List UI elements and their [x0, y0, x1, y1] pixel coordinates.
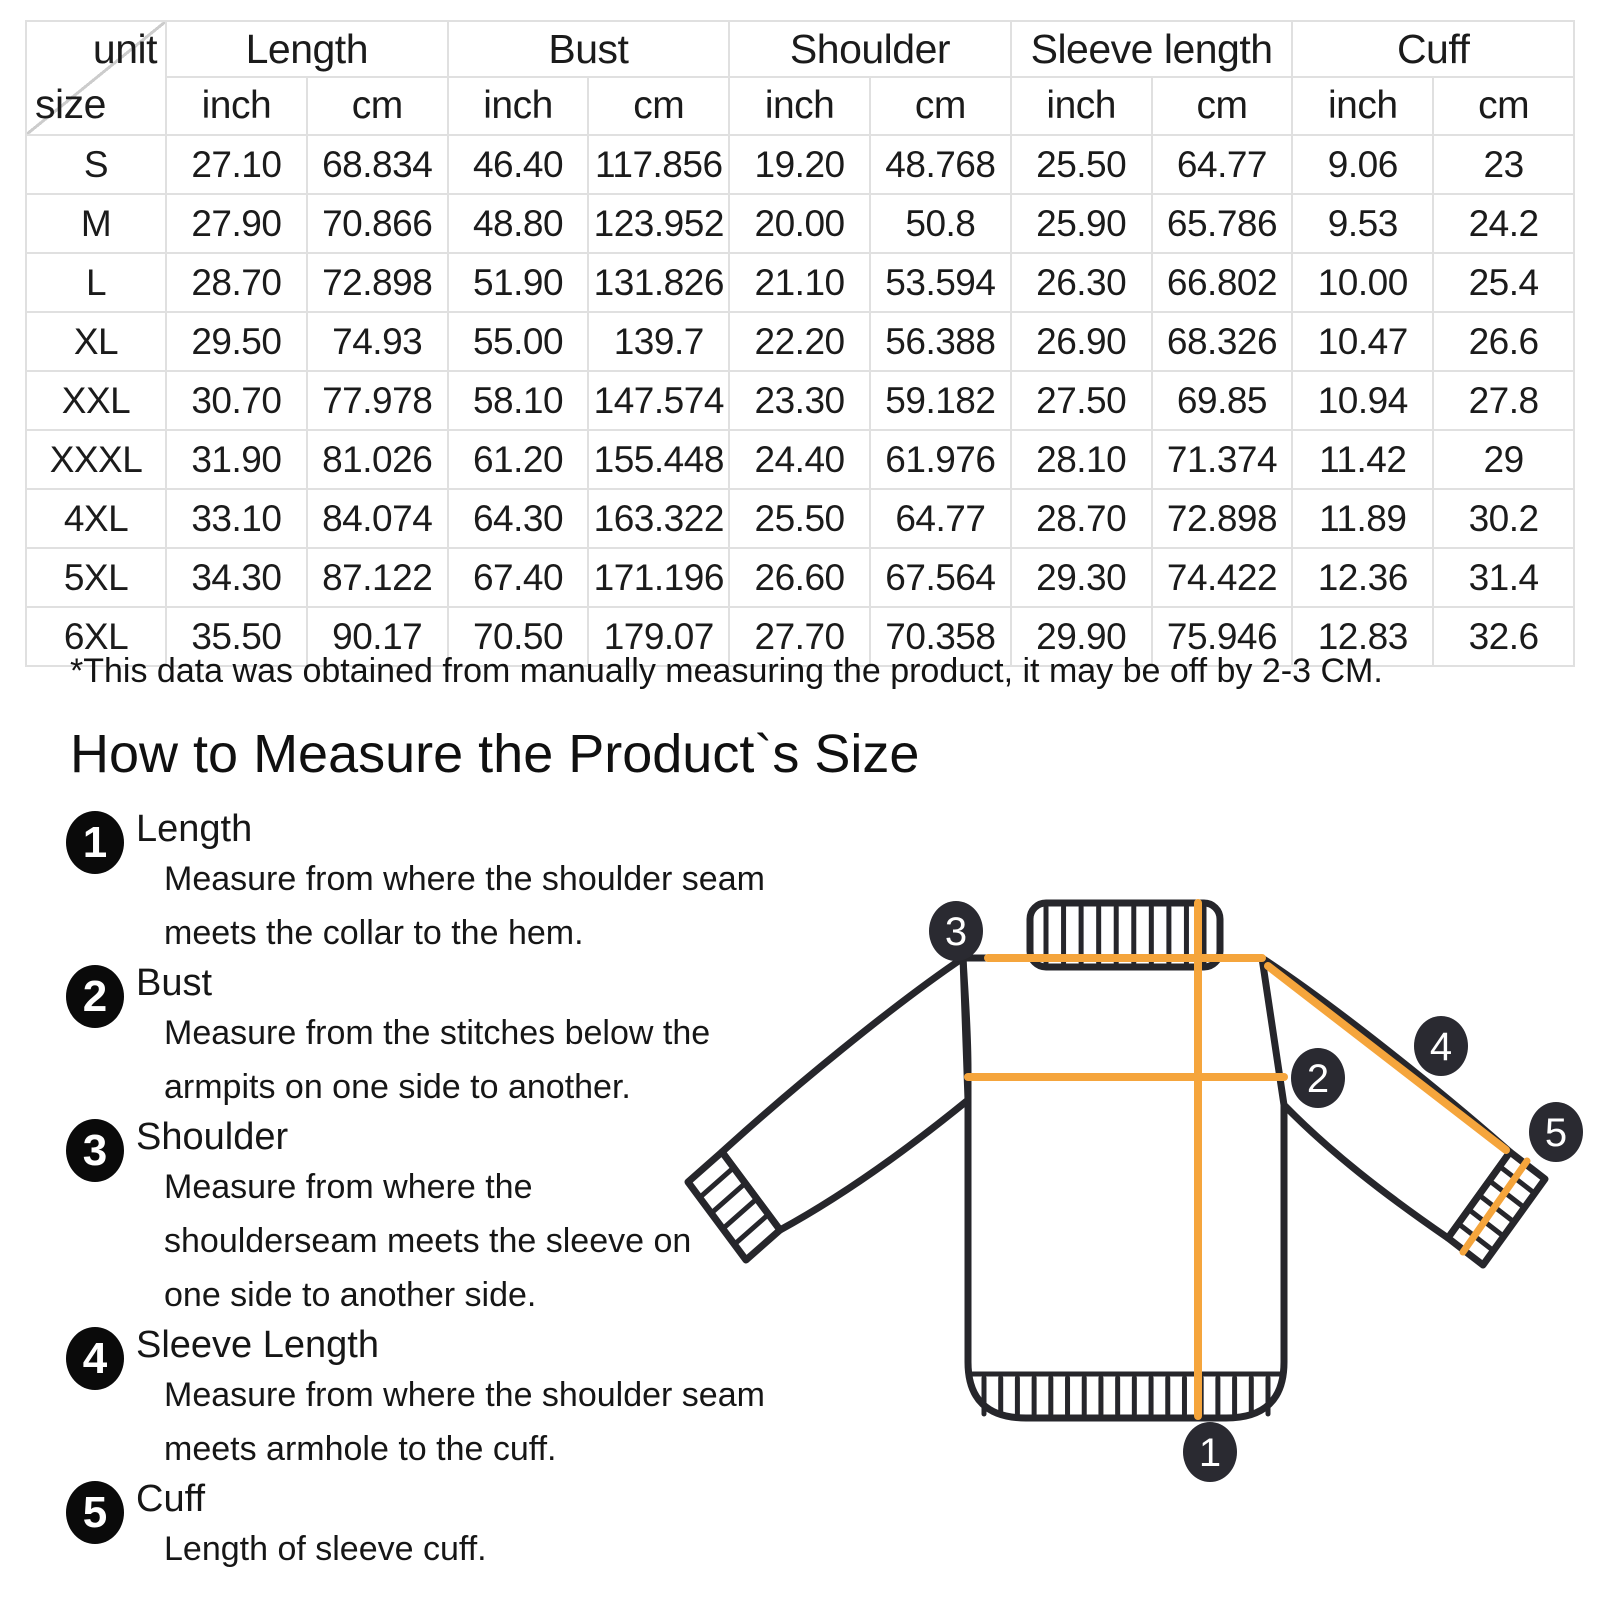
measurement-cell: 71.374 — [1152, 430, 1293, 489]
measurement-cell: 28.10 — [1011, 430, 1152, 489]
instruction-line: Length of sleeve cuff. — [164, 1530, 487, 1568]
measurement-cell: 30.2 — [1433, 489, 1574, 548]
size-label-cell: 4XL — [26, 489, 166, 548]
measurement-cell: 72.898 — [307, 253, 448, 312]
size-label-cell: L — [26, 253, 166, 312]
measurement-cell: 25.50 — [1011, 135, 1152, 194]
instruction-title: Shoulder — [136, 1116, 289, 1158]
measurement-cell: 46.40 — [448, 135, 589, 194]
measurement-cell: 29.90 — [1011, 607, 1152, 666]
measurement-cell: 10.94 — [1292, 371, 1433, 430]
size-label-cell: XXL — [26, 371, 166, 430]
measurement-cell: 26.60 — [729, 548, 870, 607]
measurement-cell: 67.40 — [448, 548, 589, 607]
measurement-cell: 27.10 — [166, 135, 307, 194]
disclaimer-text: *This data was obtained from manually measuring the product, it may be off by 2-3 CM. — [70, 652, 1383, 690]
measurement-cell: 27.50 — [1011, 371, 1152, 430]
measurement-cell: 21.10 — [729, 253, 870, 312]
unit-subheader: inch — [729, 77, 870, 135]
size-label-cell: 6XL — [26, 607, 166, 666]
column-group-header: Cuff — [1292, 21, 1574, 77]
table-row — [26, 312, 1574, 371]
table-header-row-groups — [26, 21, 1574, 77]
column-group-header: Shoulder — [729, 21, 1011, 77]
table-row — [26, 253, 1574, 312]
measurement-cell: 51.90 — [448, 253, 589, 312]
instruction-line: shoulderseam meets the sleeve on — [164, 1222, 692, 1260]
instruction-lines — [136, 852, 765, 960]
measurement-cell: 77.978 — [307, 371, 448, 430]
measurement-cell: 70.50 — [448, 607, 589, 666]
measurement-cell: 23 — [1433, 135, 1574, 194]
table-row — [26, 194, 1574, 253]
measurement-cell: 123.952 — [588, 194, 729, 253]
instruction-number-badge: 1 — [66, 811, 124, 874]
measurement-cell: 23.30 — [729, 371, 870, 430]
measurement-cell: 22.20 — [729, 312, 870, 371]
table-row — [26, 489, 1574, 548]
instruction-line: meets the collar to the hem. — [164, 914, 584, 952]
corner-size-label: size — [35, 81, 106, 127]
unit-subheader: cm — [588, 77, 729, 135]
instruction-line: one side to another side. — [164, 1276, 537, 1314]
measurement-cell: 75.946 — [1152, 607, 1293, 666]
measurement-cell: 35.50 — [166, 607, 307, 666]
measurement-cell: 27.90 — [166, 194, 307, 253]
measurement-cell: 11.89 — [1292, 489, 1433, 548]
instruction-number-badge: 4 — [66, 1327, 124, 1390]
measurement-cell: 61.20 — [448, 430, 589, 489]
measurement-cell: 33.10 — [166, 489, 307, 548]
measurement-cell: 24.40 — [729, 430, 870, 489]
unit-subheader: inch — [166, 77, 307, 135]
unit-subheader: cm — [307, 77, 448, 135]
unit-subheader: inch — [1292, 77, 1433, 135]
column-group-header: Bust — [448, 21, 730, 77]
measurement-cell: 28.70 — [1011, 489, 1152, 548]
measurement-cell: 84.074 — [307, 489, 448, 548]
measurement-cell: 9.53 — [1292, 194, 1433, 253]
instruction-line: Measure from the stitches below the — [164, 1014, 711, 1052]
how-to-measure-title: How to Measure the Product`s Size — [70, 724, 920, 784]
instruction-line: armpits on one side to another. — [164, 1068, 631, 1106]
measurement-cell: 139.7 — [588, 312, 729, 371]
instruction-title: Bust — [136, 962, 213, 1004]
measurement-cell: 61.976 — [870, 430, 1011, 489]
measurement-cell: 27.70 — [729, 607, 870, 666]
measurement-cell: 74.422 — [1152, 548, 1293, 607]
instruction-title: Sleeve Length — [136, 1324, 379, 1366]
sweater-body — [963, 958, 1284, 1418]
instruction-line: Measure from where the shoulder seam — [164, 1376, 765, 1414]
measurement-cell: 81.026 — [307, 430, 448, 489]
column-group-header: Sleeve length — [1011, 21, 1293, 77]
measurement-cell: 117.856 — [588, 135, 729, 194]
instruction-content — [136, 1476, 487, 1576]
measurement-cell: 56.388 — [870, 312, 1011, 371]
measurement-cell: 29.50 — [166, 312, 307, 371]
table-row — [26, 135, 1574, 194]
measurement-cell: 25.4 — [1433, 253, 1574, 312]
measurement-cell: 163.322 — [588, 489, 729, 548]
measurement-cell: 26.90 — [1011, 312, 1152, 371]
instruction-number-badge: 5 — [66, 1481, 124, 1544]
column-group-header: Length — [166, 21, 448, 77]
measurement-cell: 64.77 — [1152, 135, 1293, 194]
measurement-cell: 72.898 — [1152, 489, 1293, 548]
measurement-cell: 25.90 — [1011, 194, 1152, 253]
instruction-number-badge: 2 — [66, 965, 124, 1028]
measurement-cell: 9.06 — [1292, 135, 1433, 194]
table-row — [26, 371, 1574, 430]
marker-label-5: 5 — [1544, 1111, 1568, 1155]
measurement-cell: 31.4 — [1433, 548, 1574, 607]
measurement-cell: 65.786 — [1152, 194, 1293, 253]
measurement-cell: 87.122 — [307, 548, 448, 607]
left-sleeve — [722, 958, 968, 1230]
instruction-line: meets armhole to the cuff. — [164, 1430, 557, 1468]
instruction-content — [136, 1114, 691, 1322]
measurement-cell: 11.42 — [1292, 430, 1433, 489]
measurement-cell: 59.182 — [870, 371, 1011, 430]
instruction-line: Measure from where the shoulder seam — [164, 860, 765, 898]
measurement-cell: 30.70 — [166, 371, 307, 430]
unit-subheader: cm — [870, 77, 1011, 135]
measurement-cell: 10.47 — [1292, 312, 1433, 371]
measurement-cell: 64.30 — [448, 489, 589, 548]
measurement-cell: 48.768 — [870, 135, 1011, 194]
measurement-cell: 68.834 — [307, 135, 448, 194]
sweater-measurement-diagram — [680, 850, 1600, 1500]
measurement-cell: 26.6 — [1433, 312, 1574, 371]
table-row — [26, 548, 1574, 607]
unit-subheader: inch — [448, 77, 589, 135]
measurement-cell: 74.93 — [307, 312, 448, 371]
measurement-cell: 12.36 — [1292, 548, 1433, 607]
unit-subheader: inch — [1011, 77, 1152, 135]
corner-unit-label: unit — [92, 26, 157, 72]
measurement-cell: 28.70 — [166, 253, 307, 312]
measurement-cell: 29 — [1433, 430, 1574, 489]
measurement-cell: 27.8 — [1433, 371, 1574, 430]
measurement-cell: 31.90 — [166, 430, 307, 489]
size-label-cell: M — [26, 194, 166, 253]
instruction-lines — [136, 1522, 487, 1576]
measurement-cell: 34.30 — [166, 548, 307, 607]
measurement-cell: 55.00 — [448, 312, 589, 371]
measurement-cell: 68.326 — [1152, 312, 1293, 371]
marker-label-4: 4 — [1429, 1025, 1453, 1069]
marker-label-1: 1 — [1198, 1431, 1222, 1475]
measurement-cell: 70.866 — [307, 194, 448, 253]
unit-subheader: cm — [1152, 77, 1293, 135]
measurement-cell: 131.826 — [588, 253, 729, 312]
measurement-cell: 50.8 — [870, 194, 1011, 253]
measurement-cell: 24.2 — [1433, 194, 1574, 253]
size-label-cell: XL — [26, 312, 166, 371]
size-label-cell: S — [26, 135, 166, 194]
marker-label-2: 2 — [1306, 1057, 1330, 1101]
instruction-content — [136, 806, 765, 960]
measurement-cell: 25.50 — [729, 489, 870, 548]
table-row — [26, 430, 1574, 489]
size-label-cell: XXXL — [26, 430, 166, 489]
instruction-lines — [136, 1160, 691, 1322]
measurement-cell: 12.83 — [1292, 607, 1433, 666]
measurement-cell: 58.10 — [448, 371, 589, 430]
measurement-cell: 69.85 — [1152, 371, 1293, 430]
unit-subheader: cm — [1433, 77, 1574, 135]
table-body — [26, 135, 1574, 666]
measurement-cell: 19.20 — [729, 135, 870, 194]
size-label-cell: 5XL — [26, 548, 166, 607]
measurement-cell: 29.30 — [1011, 548, 1152, 607]
measurement-cell: 67.564 — [870, 548, 1011, 607]
measurement-cell: 147.574 — [588, 371, 729, 430]
measurement-cell: 179.07 — [588, 607, 729, 666]
corner-cell — [26, 21, 166, 135]
measurement-cell: 20.00 — [729, 194, 870, 253]
measurement-cell: 53.594 — [870, 253, 1011, 312]
instruction-number-badge: 3 — [66, 1119, 124, 1182]
measurement-cell: 155.448 — [588, 430, 729, 489]
instruction-lines — [136, 1006, 710, 1114]
measurement-cell: 66.802 — [1152, 253, 1293, 312]
measurement-cell: 90.17 — [307, 607, 448, 666]
measurement-cell: 70.358 — [870, 607, 1011, 666]
measurement-cell: 32.6 — [1433, 607, 1574, 666]
measurement-cell: 171.196 — [588, 548, 729, 607]
instruction-content — [136, 1322, 765, 1476]
instruction-title: Length — [136, 808, 253, 850]
measurement-cell: 10.00 — [1292, 253, 1433, 312]
marker-label-3: 3 — [944, 910, 968, 954]
instruction-lines — [136, 1368, 765, 1476]
instruction-line: Measure from where the — [164, 1168, 533, 1206]
instruction-content — [136, 960, 710, 1114]
instruction-title: Cuff — [136, 1478, 206, 1520]
size-chart-table — [25, 20, 1575, 667]
measurement-cell: 48.80 — [448, 194, 589, 253]
measurement-cell: 64.77 — [870, 489, 1011, 548]
table-header-row-units — [26, 77, 1574, 135]
measurement-cell: 26.30 — [1011, 253, 1152, 312]
